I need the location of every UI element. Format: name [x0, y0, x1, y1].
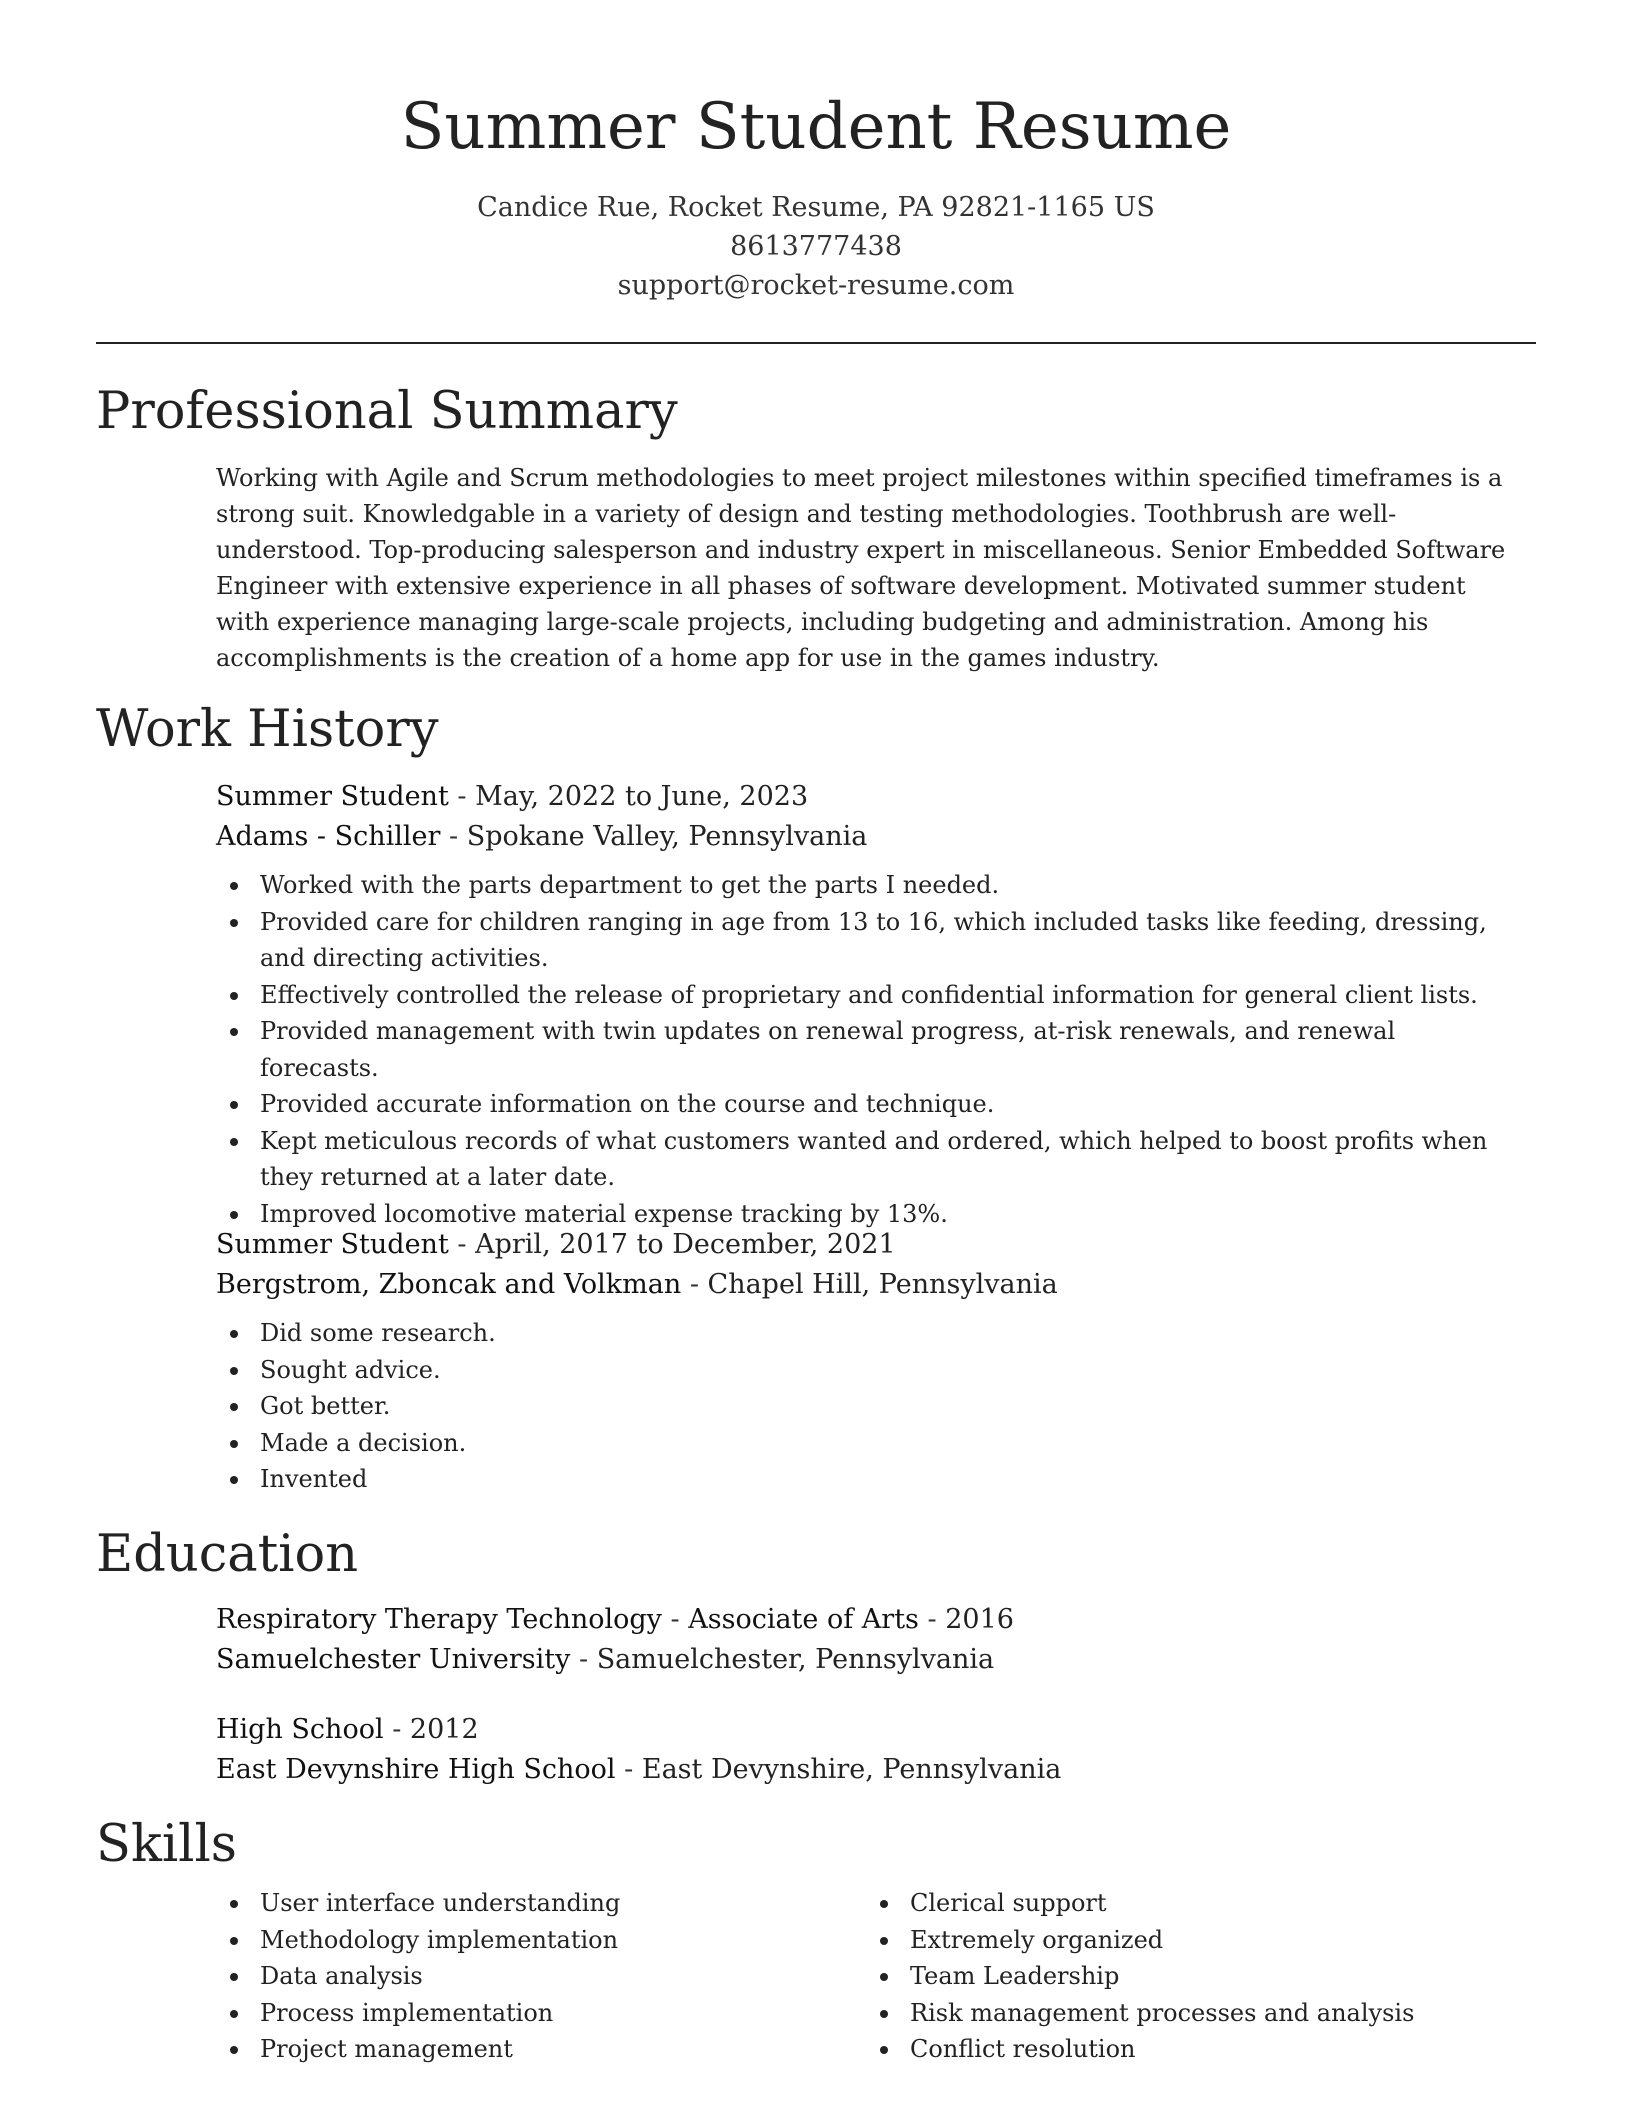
job-bullet: Sought advice. — [216, 1352, 1516, 1389]
skills-heading: Skills — [96, 1815, 237, 1874]
education-heading: Education — [96, 1525, 359, 1584]
job-dates: May, 2022 to June, 2023 — [475, 781, 809, 812]
education-degree: Associate of Arts — [688, 1604, 919, 1635]
separator: - — [624, 1754, 634, 1785]
skill-item: Project management — [216, 2031, 866, 2068]
education-entry — [216, 1600, 1516, 1680]
job-bullet: Effectively controlled the release of proprietary and confidential information for general client lists. — [216, 977, 1516, 1014]
education-school-line — [216, 1750, 1516, 1790]
contact-phone: 8613777438 — [730, 231, 902, 262]
skill-item: User interface understanding — [216, 1885, 866, 1922]
education-school: East Devynshire High School — [216, 1754, 616, 1785]
job-entry — [216, 1225, 1516, 1498]
education-location: Samuelchester, Pennsylvania — [596, 1644, 995, 1675]
job-title: Summer Student — [216, 1229, 449, 1260]
job-bullet: Got better. — [216, 1388, 1516, 1425]
education-field: High School — [216, 1714, 384, 1745]
contact-address: Candice Rue, Rocket Resume, PA 92821-1165 US — [477, 192, 1155, 223]
summary-heading: Professional Summary — [96, 382, 678, 441]
skill-item: Extremely organized — [866, 1922, 1516, 1959]
separator: - — [449, 821, 459, 852]
skills-list-left — [216, 1885, 866, 2068]
job-entry — [216, 777, 1516, 1232]
skills-columns — [216, 1885, 1516, 2068]
summary-text: Working with Agile and Scrum methodologies to meet project milestones within specified timeframes is a strong suit. Knowledgable in a variety of design and testing methodologies. Toothbrush are well-understood. Top-producing salesperson and industry expert in miscellaneous. Senior Embedded Software Engineer with extensive experience in all phases of software development. Motivated summer student with experience managing large-scale projects, including budgeting and administration. Among his accomplishments is the creation of a home app for use in the games industry. — [216, 464, 1506, 672]
skill-item: Team Leadership — [866, 1958, 1516, 1995]
education-school-line — [216, 1640, 1516, 1680]
skill-item: Process implementation — [216, 1995, 866, 2032]
job-bullets — [216, 867, 1516, 1232]
skill-item: Risk management processes and analysis — [866, 1995, 1516, 2032]
job-location: Spokane Valley, Pennsylvania — [466, 821, 868, 852]
contact-info — [0, 188, 1632, 305]
summary-block — [216, 460, 1516, 676]
separator: - — [689, 1269, 699, 1300]
job-bullet: Improved locomotive material expense tracking by 13%. — [216, 1196, 1516, 1233]
skills-list-right — [866, 1885, 1516, 2068]
education-school: Samuelchester University — [216, 1644, 571, 1675]
job-title-line — [216, 1225, 1516, 1265]
job-company: Adams - Schiller — [216, 821, 441, 852]
separator: - — [578, 1644, 589, 1675]
resume-header — [0, 0, 1632, 305]
job-bullet: Worked with the parts department to get the parts I needed. — [216, 867, 1516, 904]
skill-item: Methodology implementation — [216, 1922, 866, 1959]
job-title: Summer Student — [216, 781, 449, 812]
education-year: 2012 — [409, 1714, 479, 1745]
separator: - — [457, 781, 467, 812]
skill-item: Clerical support — [866, 1885, 1516, 1922]
job-bullet: Provided management with twin updates on renewal progress, at-risk renewals, and renewal forecasts. — [216, 1013, 1516, 1086]
education-year: 2016 — [945, 1604, 1014, 1635]
job-bullet: Made a decision. — [216, 1425, 1516, 1462]
job-company-line — [216, 1265, 1516, 1305]
contact-email: support@rocket-resume.com — [617, 270, 1015, 301]
job-dates: April, 2017 to December, 2021 — [475, 1229, 896, 1260]
job-bullet: Provided accurate information on the course and technique. — [216, 1086, 1516, 1123]
separator: - — [927, 1604, 937, 1635]
skills-block — [216, 1885, 1516, 2068]
education-entry — [216, 1710, 1516, 1790]
skill-item: Conflict resolution — [866, 2031, 1516, 2068]
education-field: Respiratory Therapy Technology — [216, 1604, 662, 1635]
separator: - — [670, 1604, 680, 1635]
education-location: East Devynshire, Pennsylvania — [641, 1754, 1062, 1785]
skill-item: Data analysis — [216, 1958, 866, 1995]
separator: - — [457, 1229, 467, 1260]
job-bullet: Did some research. — [216, 1315, 1516, 1352]
separator: - — [392, 1714, 402, 1745]
job-company-line — [216, 817, 1516, 857]
education-degree-line — [216, 1710, 1516, 1750]
job-bullet: Kept meticulous records of what customers wanted and ordered, which helped to boost profits when they returned at a later date. — [216, 1123, 1516, 1196]
job-bullets — [216, 1315, 1516, 1498]
job-bullet: Provided care for children ranging in age from 13 to 16, which included tasks like feeding, dressing, and directing activities. — [216, 904, 1516, 977]
work-history-heading: Work History — [96, 700, 439, 759]
resume-title: Summer Student Resume — [400, 90, 1232, 164]
job-location: Chapel Hill, Pennsylvania — [707, 1269, 1058, 1300]
job-company: Bergstrom, Zboncak and Volkman — [216, 1269, 682, 1300]
header-divider — [96, 342, 1536, 344]
job-bullet: Invented — [216, 1461, 1516, 1498]
job-title-line — [216, 777, 1516, 817]
education-degree-line — [216, 1600, 1516, 1640]
